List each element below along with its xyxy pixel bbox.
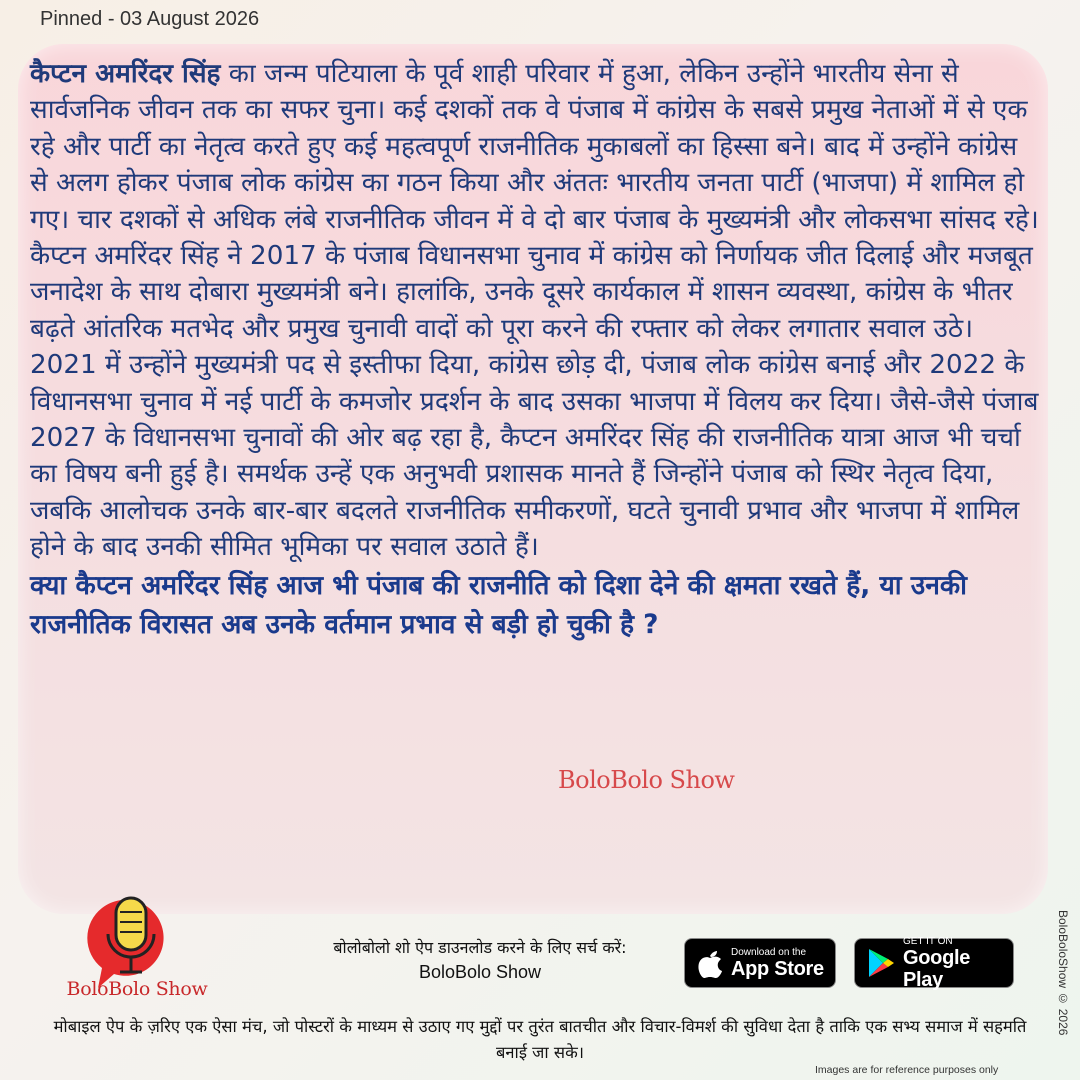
reference-disclaimer: Images are for reference purposes only <box>815 1064 999 1076</box>
google-play-button[interactable] <box>854 935 1014 991</box>
article-body-paragraph <box>30 56 1040 566</box>
apple-icon <box>697 948 723 978</box>
pinned-date-label: Pinned - 03 August 2026 <box>40 8 260 30</box>
article-question: क्या कैप्टन अमरिंदर सिंह आज भी पंजाब की राजनीति को दिशा देने की क्षमता रखते हैं, या उनकी राजनीतिक विरासत अब उनके वर्तमान प्रभाव से बड़ी हो चुकी है ? <box>30 569 967 640</box>
google-play-big-text: Google Play <box>903 946 971 991</box>
article-text <box>30 56 1040 644</box>
search-note-app-name: BoloBolo Show <box>418 962 542 982</box>
article-lead-name: कैप्टन अमरिंदर सिंह <box>30 59 221 89</box>
article-body: का जन्म पटियाला के पूर्व शाही परिवार में हुआ, लेकिन उन्होंने भारतीय सेना से सार्वजनिक जीवन तक का सफर चुना। कई दशकों तक वे पंजाब में कांग्रेस के सबसे प्रमुख नेताओं में से एक रहे और पार्टी का नेतृत्व करते हुए कई महत्वपूर्ण राजनीतिक मुकाबलों का हिस्सा बने। बाद में उन्होंने कांग्रेस से अलग होकर पंजाब लोक कांग्रेस का गठन किया और अंततः भारतीय जनता पार्टी (भाजपा) में शामिल हो गए। चार दशकों से अधिक लंबे राजनीतिक जीवन में वे दो बार पंजाब के मुख्यमंत्री और लोकसभा सांसद रहे। कैप्टन अमरिंदर सिंह ने 2017 के पंजाब विधानसभा चुनाव में कांग्रेस को निर्णायक जीत दिलाई और मजबूत जनादेश के साथ दोबारा मुख्यमंत्री बने। हालांकि, उनके दूसरे कार्यकाल में शासन व्यवस्था, कांग्रेस के भीतर बढ़ते आंतरिक मतभेद और प्रमुख चुनावी वादों को पूरा करने की रफ्तार को लेकर लगातार सवाल उठे। 2021 में उन्होंने मुख्यमंत्री पद से इस्तीफा दिया, कांग्रेस छोड़ दी, पंजाब लोक कांग्रेस बनाई और 2022 के विधानसभा चुनाव में नई पार्टी के कमजोर प्रदर्शन के बाद उसका भाजपा में विलय कर दिया। जैसे-जैसे पंजाब 2027 के विधानसभा चुनावों की ओर बढ़ रहा है, कैप्टन अमरिंदर सिंह की राजनीतिक यात्रा आज भी चर्चा का विषय बनी हुई है। समर्थक उन्हें एक अनुभवी प्रशासक मानते हैं जिन्होंने पंजाब को स्थिर नेतृत्व दिया, जबकि आलोचक उनके बार-बार बदलते राजनीतिक समीकरणों, घटते चुनावी प्रभाव और भाजपा में शामिल होने के बाद उनकी सीमित भूमिका पर सवाल उठाते हैं। <box>30 59 1039 563</box>
app-store-big-text: App Store <box>731 957 824 980</box>
logo-wordmark: BoloBolo Show <box>66 978 208 1000</box>
google-play-small-text: GET IT ON <box>903 935 953 947</box>
app-description: मोबाइल ऐप के ज़रिए एक ऐसा मंच, जो पोस्टरों के माध्यम से उठाए गए मुद्दों पर तुरंत बातचीत और विचार-विमर्श की सुविधा देता है ताकि एक सभ्य समाज में सहमति बनाई जा सके। <box>53 1017 1027 1062</box>
app-store-button[interactable] <box>684 938 836 988</box>
copyright-vertical-text: BoloBoloShow © 2026 <box>1056 910 1070 1036</box>
app-store-small-text: Download on the <box>731 946 807 958</box>
watermark-brand: BoloBolo Show <box>558 766 735 794</box>
app-search-note <box>290 936 670 984</box>
google-play-icon <box>867 948 895 978</box>
search-note-line: बोलोबोलो शो ऐप डाउनलोड करने के लिए सर्च करें: <box>333 938 627 957</box>
